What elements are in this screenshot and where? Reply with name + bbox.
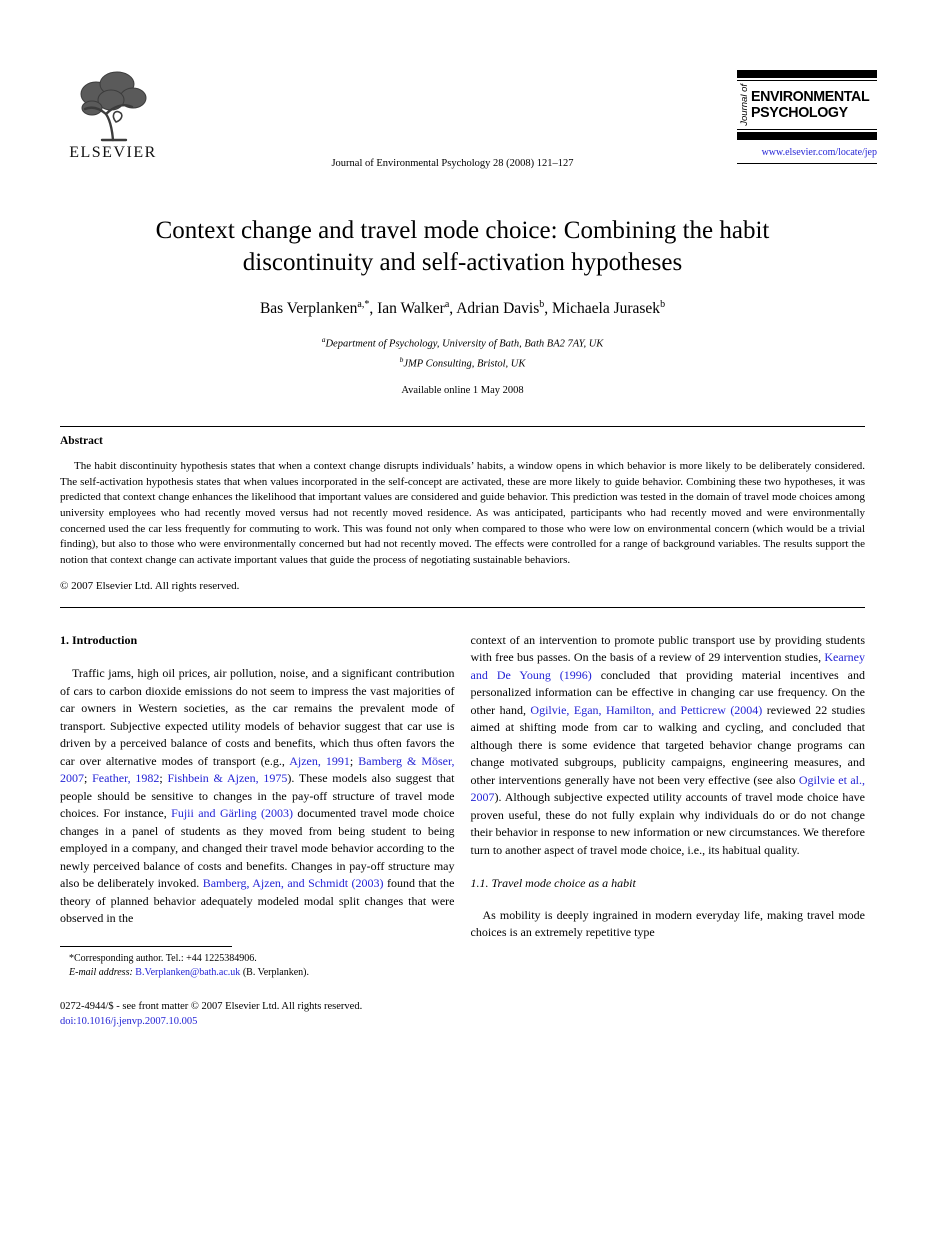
journal-logo-line2: PSYCHOLOGY <box>751 103 848 121</box>
abstract-copyright: © 2007 Elsevier Ltd. All rights reserved. <box>60 580 240 593</box>
page-header <box>0 0 925 169</box>
text-run: JMP Consulting, Bristol, UK <box>403 358 526 370</box>
abstract-bottom-divider <box>60 607 865 608</box>
affiliations <box>60 332 865 371</box>
text-run: , Ian Walker <box>369 300 445 318</box>
continuation-paragraph <box>471 632 866 860</box>
abstract-heading: Abstract <box>60 435 103 448</box>
subsection-heading-habit: 1.1. Travel mode choice as a habit <box>470 876 636 891</box>
superscript: b <box>660 299 666 310</box>
journal-logo-line1: ENVIRONMENTAL <box>751 88 870 106</box>
citation-link[interactable]: Ajzen, 1991 <box>289 753 350 768</box>
publisher-logo <box>58 70 168 162</box>
superscript: b <box>399 354 404 364</box>
footer-issn-line: 0272-4944/$ - see front matter © 2007 Elsevier Ltd. All rights reserved. <box>60 1000 363 1012</box>
footnote-divider <box>60 946 232 947</box>
abstract-top-divider <box>60 426 865 427</box>
habit-paragraph: As mobility is deeply ingrained in modern everyday life, making travel mode choices is an extremely repetitive type <box>470 907 865 940</box>
text-run: context of an intervention to promote public transport use by providing students with free bus passes. On the basis of a review of 29 intervention studies, <box>470 632 865 665</box>
text-run: ). Although subjective expected utility accounts of travel mode choice have proven useful, these do not fully explain why individuals do or do not change their behavior in response to new information or new circumstances. We therefore turn to another aspect of travel mode choice, i.e., its habitual quality. <box>470 790 865 857</box>
text-run: Bas Verplanken <box>259 300 358 318</box>
journal-logo-block <box>737 70 877 164</box>
footnote-corresponding-author: *Corresponding author. Tel.: +44 1225384906. <box>69 952 257 964</box>
affiliation-a <box>60 332 865 352</box>
footnote-email-suffix: (B. Verplanken). <box>240 967 309 979</box>
citation-link[interactable]: Fishbein & Ajzen, 1975 <box>167 771 288 786</box>
footnote-email-link[interactable]: B.Verplanken@bath.ac.uk <box>135 967 241 979</box>
text-run: documented travel mode choice changes in a panel of students as they moved from being student to being employed in a company, and changed their travel mode behavior according to the newly perceived balance of costs and benefits. Changes in pay-off structure may also be deliberately invoked. <box>60 806 455 891</box>
journal-logo-rotated-text: Journal of <box>739 84 750 126</box>
superscript: a <box>321 335 326 345</box>
citation-link[interactable]: Bamberg, Ajzen, and Schmidt (2003) <box>202 876 384 891</box>
author-line <box>60 299 865 318</box>
citation-link[interactable]: Feather, 1982 <box>92 771 160 786</box>
citation-link[interactable]: Ogilvie et al., 2007 <box>470 772 865 805</box>
affiliation-b <box>60 352 865 372</box>
text-run: ). These models also suggest that people should be sensitive to changes in the pay-off structure of travel mode choices. For instance, <box>60 771 455 821</box>
publisher-name: ELSEVIER <box>69 144 157 161</box>
text-run: ; <box>159 771 168 786</box>
section-heading-introduction: 1. Introduction <box>60 632 138 647</box>
footnote <box>60 952 455 981</box>
citation-link[interactable]: Bamberg & Möser, 2007 <box>60 753 455 786</box>
abstract-text: The habit discontinuity hypothesis states that when a context change disrupts individuals’ habits, a window opens in which behavior is more likely to be deliberately considered. The self-activation hypothesis states that when values incorporated in the self-concept are activated, these are more likely to guide behavior. Combining these two hypotheses, it was predicted that context change enhances the likelihood that important values are considered and guide behavior. This prediction was tested in the domain of travel mode choices among university employees who had recently moved versus had not recently moved residence. As was anticipated, participants who had recently moved and were environmentally concerned used the car less frequently for commuting to work. This was found not only when compared to those who were low on environmental concern (which would be a trivial finding), but also to those who were environmentally concerned but had not recently moved. The effects were controlled for a range of background variables. The results support the notion that context change can activate important values that guide the process of negotiating sustainable behaviors. <box>60 460 865 566</box>
citation-link[interactable]: Fujii and Gärling (2003) <box>171 806 293 821</box>
footer-doi-link[interactable]: doi:10.1016/j.jenvp.2007.10.005 <box>60 1015 198 1027</box>
left-column <box>60 632 455 1029</box>
text-run: , Adrian Davis <box>449 300 540 318</box>
text-run: concluded that providing material incentives and personalized information can be effective in changing car use frequency. On the other hand, <box>470 667 865 717</box>
superscript: a <box>444 299 450 310</box>
text-run: Department of Psychology, University of Bath, Bath BA2 7AY, UK <box>325 338 604 350</box>
text-run: reviewed 22 studies aimed at shifting mode from car to walking and cycling, and concluded that although there is some evidence that targeted behavior change programs can change motivated subgroups, publicity campaigns, engineering measures, and other interventions generally have not been very effective (see also <box>470 702 865 787</box>
text-run: found that the theory of planned behavior adequately modeled modal split changes that were observed in the <box>60 876 455 926</box>
journal-citation: Journal of Environmental Psychology 28 (2008) 121–127 <box>331 158 574 169</box>
available-online: Available online 1 May 2008 <box>401 385 524 397</box>
page-footer <box>60 999 455 1029</box>
text-run: , Michaela Jurasek <box>544 300 661 318</box>
text-run: ; <box>84 771 93 786</box>
right-column <box>471 632 866 1029</box>
journal-website-link[interactable]: www.elsevier.com/locate/jep <box>761 146 877 158</box>
journal-logo <box>737 70 877 140</box>
article-title: Context change and travel mode choice: Combining the habit discontinuity and self-activation hypotheses <box>155 217 770 276</box>
text-run: ; <box>349 753 359 768</box>
text-run: Traffic jams, high oil prices, air pollution, noise, and a significant contribution of cars to carbon dioxide emissions do not seem to impress the vast majorities of car owners in Western societies, as the car remains the prevalent mode of transport. Subjective expected utility models of behavior suggest that car use is driven by a perceived balance of costs and benefits, which thus often favors the car over alternative modes of transport (e.g., <box>60 666 455 768</box>
superscript: b <box>539 299 545 310</box>
citation-link[interactable]: Kearney and De Young (1996) <box>470 650 865 682</box>
superscript: a,* <box>357 299 370 310</box>
introduction-paragraph <box>60 665 455 928</box>
footnote-email-label: E-mail address: <box>69 967 133 979</box>
body-columns <box>60 632 865 1029</box>
elsevier-tree-icon <box>58 70 168 142</box>
citation-link[interactable]: Ogilvie, Egan, Hamilton, and Petticrew (2004) <box>530 702 763 717</box>
